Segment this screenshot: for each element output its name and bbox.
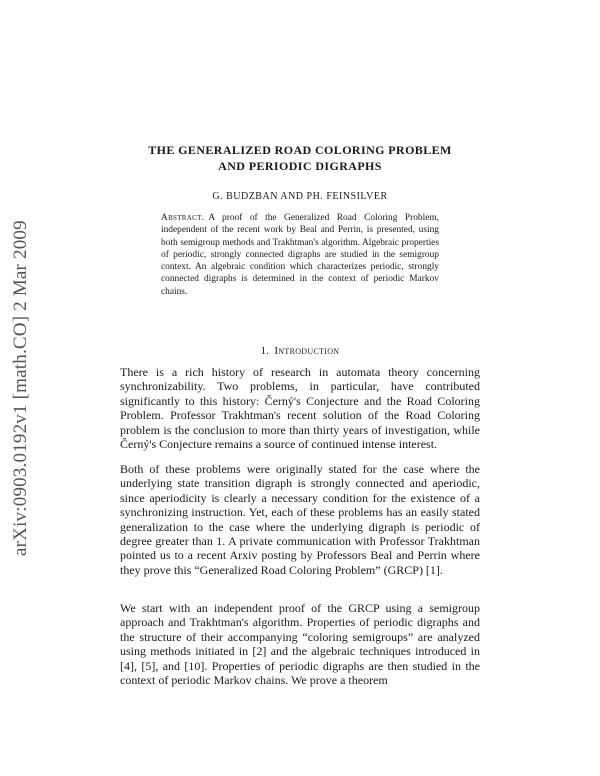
title-line-2: AND PERIODIC DIGRAPHS [218, 159, 382, 173]
author-list: G. BUDZBAN AND PH. FEINSILVER [212, 191, 388, 202]
paper-title [0, 142, 600, 174]
paragraph: We start with an independent proof of the GRCP using a semigroup approach and Trakhtman's algorithm. Properties of periodic digraphs and the structure of their accompanying “coloring semigroups” are analyzed using methods initiated in [2] and the algebraic techniques introduced in [4], [5], and [10]. Properties of periodic digraphs are then studied in the context of periodic Markov chains. We prove a theorem [120, 601, 480, 688]
paragraph: There is a rich history of research in automata theory concerning synchronizability. Two problems, in particular, have contributed significantly to this history: Černý's Conjecture and the Road Coloring Problem. Professor Trakhtman's recent solution of the Road Coloring problem is the conclusion to more than thirty years of investigation, while Černý's Conjecture remains a source of continued intense interest. [120, 365, 480, 452]
section-heading [0, 345, 600, 357]
abstract-text: A proof of the Generalized Road Coloring Problem, independent of the recent work by Beal and Perrin, is presented, using both semigroup methods and Trakhtman's algorithm. Algebraic properties of periodic, strongly connected digraphs are studied in the semigroup context. An algebraic condition which characterizes periodic, strongly connected digraphs is determined in the context of periodic Markov chains. [161, 213, 439, 297]
section-title: Introduction [274, 345, 340, 357]
abstract [161, 212, 439, 298]
arxiv-identifier: arXiv:0903.0192v1 [math.CO] 2 Mar 2009 [10, 220, 31, 556]
section-number: 1. [260, 345, 269, 357]
abstract-label: Abstract. [161, 213, 205, 223]
paragraph: Both of these problems were originally stated for the case where the underlying state transition digraph is strongly connected and aperiodic, since aperiodicity is clearly a necessary condition for the existence of a synchronizing instruction. Yet, each of these problems has an easily stated generalization to the case where the underlying digraph is periodic of degree greater than 1. A private communication with Professor Trakhtman pointed us to a recent Arxiv posting by Professors Beal and Perrin where they prove this “Generalized Road Coloring Problem” (GRCP) [1]. [120, 462, 480, 577]
title-line-1: THE GENERALIZED ROAD COLORING PROBLEM [148, 143, 452, 157]
